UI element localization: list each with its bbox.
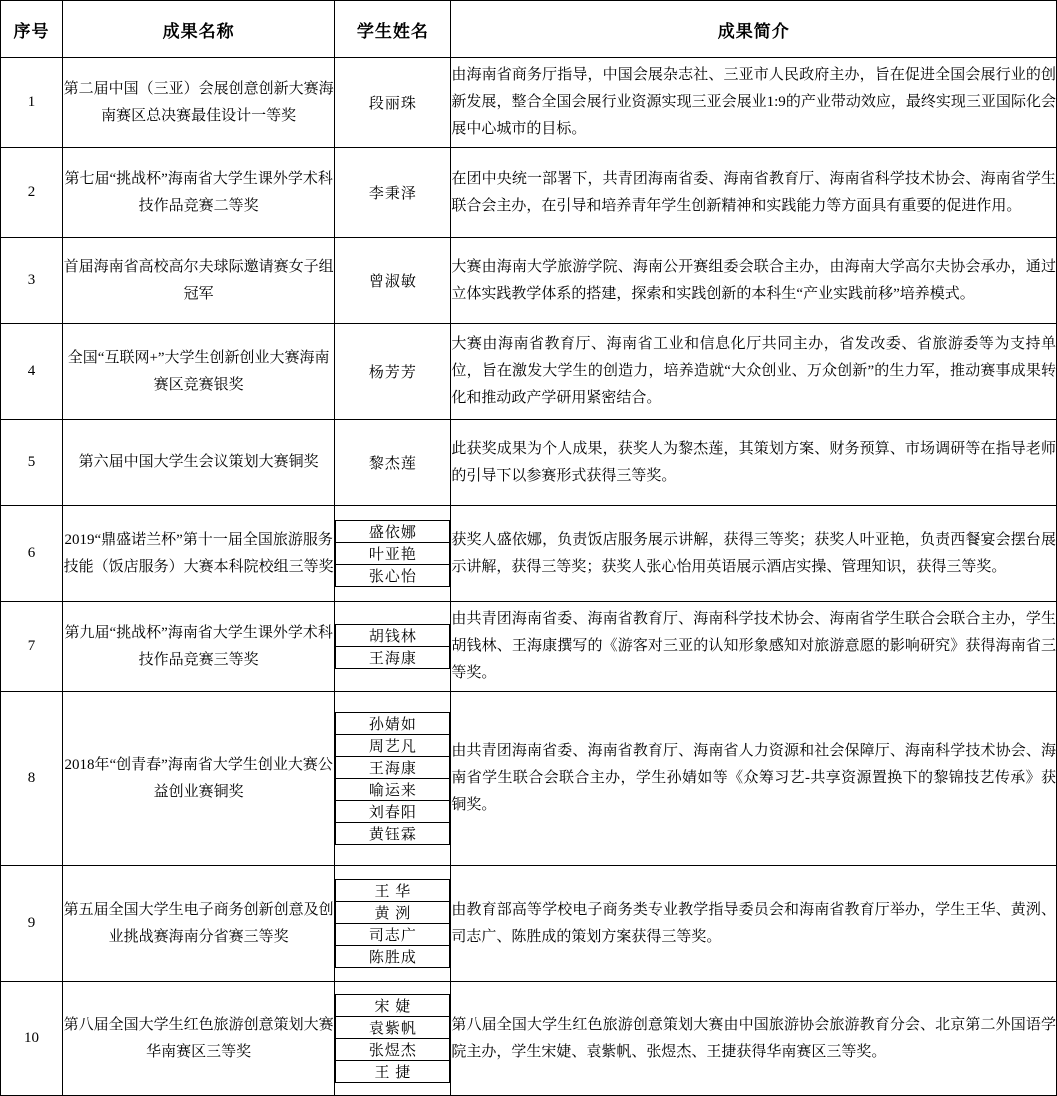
cell-student-group xyxy=(335,692,451,866)
table-row xyxy=(1,506,1057,602)
cell-seq: 10 xyxy=(1,982,63,1096)
table-header-row xyxy=(1,1,1057,58)
cell-achievement: 第七届“挑战杯”海南省大学生课外学术科技作品竞赛二等奖 xyxy=(63,148,335,238)
table-row xyxy=(1,602,1057,692)
table-row xyxy=(1,420,1057,506)
student-name: 王海康 xyxy=(336,757,450,779)
table-body xyxy=(1,58,1057,1096)
cell-achievement: 第九届“挑战杯”海南省大学生课外学术科技作品竞赛三等奖 xyxy=(63,602,335,692)
header-achievement: 成果名称 xyxy=(63,1,335,58)
student-name: 孙婧如 xyxy=(336,713,450,735)
cell-seq: 2 xyxy=(1,148,63,238)
cell-seq: 3 xyxy=(1,238,63,324)
header-seq: 序号 xyxy=(1,1,63,58)
cell-achievement: 第五届全国大学生电子商务创新创意及创业挑战赛海南分省赛三等奖 xyxy=(63,866,335,982)
student-name: 张心怡 xyxy=(336,565,450,587)
student-name: 周艺凡 xyxy=(336,735,450,757)
cell-description: 在团中央统一部署下，共青团海南省委、海南省教育厅、海南省科学技术协会、海南省学生联合会主办，在引导和培养青年学生创新精神和实践能力等方面具有重要的促进作用。 xyxy=(451,148,1057,238)
cell-description: 由共青团海南省委、海南省教育厅、海南省人力资源和社会保障厅、海南科学技术协会、海南省学生联合会联合主办，学生孙婧如等《众筹习艺-共享资源置换下的黎锦技艺传承》获铜奖。 xyxy=(451,692,1057,866)
cell-seq: 9 xyxy=(1,866,63,982)
cell-seq: 6 xyxy=(1,506,63,602)
cell-achievement: 2019“鼎盛诺兰杯”第十一届全国旅游服务技能（饭店服务）大赛本科院校组三等奖 xyxy=(63,506,335,602)
cell-achievement: 全国“互联网+”大学生创新创业大赛海南赛区竞赛银奖 xyxy=(63,324,335,420)
cell-description: 大赛由海南大学旅游学院、海南公开赛组委会联合主办，由海南大学高尔夫协会承办，通过立体实践教学体系的搭建，探索和实践创新的本科生“产业实践前移”培养模式。 xyxy=(451,238,1057,324)
student-name: 胡钱林 xyxy=(336,625,450,647)
table-row xyxy=(1,866,1057,982)
cell-seq: 8 xyxy=(1,692,63,866)
cell-achievement: 2018年“创青春”海南省大学生创业大赛公益创业赛铜奖 xyxy=(63,692,335,866)
student-name: 叶亚艳 xyxy=(336,543,450,565)
cell-student-group xyxy=(335,602,451,692)
student-name: 盛依娜 xyxy=(336,521,450,543)
table-row xyxy=(1,58,1057,148)
student-name: 王海康 xyxy=(336,647,450,669)
table-row xyxy=(1,324,1057,420)
cell-achievement: 首届海南省高校高尔夫球际邀请赛女子组冠军 xyxy=(63,238,335,324)
cell-seq: 5 xyxy=(1,420,63,506)
cell-description: 大赛由海南省教育厅、海南省工业和信息化厅共同主办，省发改委、省旅游委等为支持单位，旨在激发大学生的创造力，培养造就“大众创业、万众创新”的生力军，推动赛事成果转化和推动政产学研用紧密结合。 xyxy=(451,324,1057,420)
cell-achievement: 第八届全国大学生红色旅游创意策划大赛华南赛区三等奖 xyxy=(63,982,335,1096)
student-name: 黄 洌 xyxy=(336,902,450,924)
student-name: 宋 婕 xyxy=(336,995,450,1017)
cell-student-group xyxy=(335,866,451,982)
student-name: 黄钰霖 xyxy=(336,823,450,845)
cell-student: 李秉泽 xyxy=(335,148,451,238)
cell-student-group xyxy=(335,982,451,1096)
cell-achievement: 第二届中国（三亚）会展创意创新大赛海南赛区总决赛最佳设计一等奖 xyxy=(63,58,335,148)
header-description: 成果简介 xyxy=(451,1,1057,58)
cell-student: 杨芳芳 xyxy=(335,324,451,420)
cell-description: 此获奖成果为个人成果，获奖人为黎杰莲，其策划方案、财务预算、市场调研等在指导老师的引导下以参赛形式获得三等奖。 xyxy=(451,420,1057,506)
cell-description: 由教育部高等学校电子商务类专业教学指导委员会和海南省教育厅举办，学生王华、黄洌、司志广、陈胜成的策划方案获得三等奖。 xyxy=(451,866,1057,982)
cell-student: 曾淑敏 xyxy=(335,238,451,324)
cell-seq: 1 xyxy=(1,58,63,148)
cell-seq: 7 xyxy=(1,602,63,692)
cell-seq: 4 xyxy=(1,324,63,420)
student-name: 王 捷 xyxy=(336,1061,450,1083)
table-row xyxy=(1,692,1057,866)
student-name: 司志广 xyxy=(336,924,450,946)
header-student: 学生姓名 xyxy=(335,1,451,58)
cell-description: 第八届全国大学生红色旅游创意策划大赛由中国旅游协会旅游教育分会、北京第二外国语学院主办，学生宋婕、袁紫帆、张煜杰、王捷获得华南赛区三等奖。 xyxy=(451,982,1057,1096)
table-row xyxy=(1,982,1057,1096)
table-row xyxy=(1,148,1057,238)
student-name: 喻运来 xyxy=(336,779,450,801)
cell-student: 黎杰莲 xyxy=(335,420,451,506)
cell-student: 段丽珠 xyxy=(335,58,451,148)
cell-description: 由海南省商务厅指导，中国会展杂志社、三亚市人民政府主办，旨在促进全国会展行业的创新发展，整合全国会展行业资源实现三亚会展业1:9的产业带动效应，最终实现三亚国际化会展中心城市的目标。 xyxy=(451,58,1057,148)
table-row xyxy=(1,238,1057,324)
cell-description: 获奖人盛依娜，负责饭店服务展示讲解，获得三等奖；获奖人叶亚艳，负责西餐宴会摆台展示讲解，获得三等奖；获奖人张心怡用英语展示酒店实操、管理知识，获得三等奖。 xyxy=(451,506,1057,602)
student-name: 袁紫帆 xyxy=(336,1017,450,1039)
student-name: 张煜杰 xyxy=(336,1039,450,1061)
student-name: 王 华 xyxy=(336,880,450,902)
cell-student-group xyxy=(335,506,451,602)
cell-achievement: 第六届中国大学生会议策划大赛铜奖 xyxy=(63,420,335,506)
student-name: 刘春阳 xyxy=(336,801,450,823)
student-name: 陈胜成 xyxy=(336,946,450,968)
cell-description: 由共青团海南省委、海南省教育厅、海南科学技术协会、海南省学生联合会联合主办，学生胡钱林、王海康撰写的《游客对三亚的认知形象感知对旅游意愿的影响研究》获得海南省三等奖。 xyxy=(451,602,1057,692)
